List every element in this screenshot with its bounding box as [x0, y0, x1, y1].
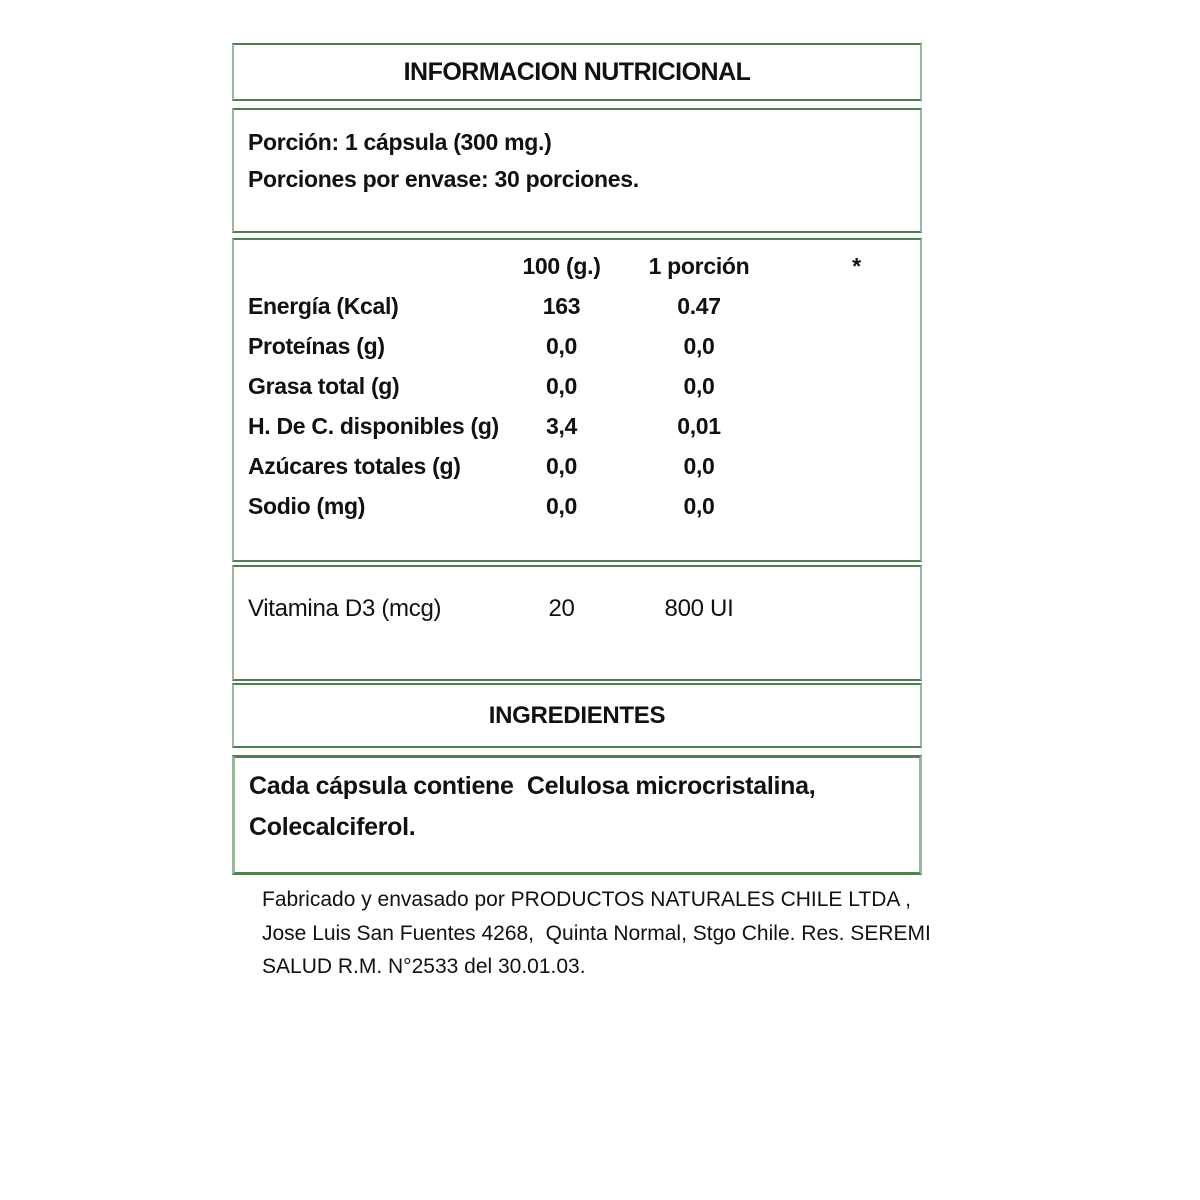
column-header-footnote-marker: * [852, 253, 861, 279]
table-header-row [234, 246, 920, 286]
nutrient-name: Sodio (mg) [248, 493, 366, 519]
manufacturer-line: Jose Luis San Fuentes 4268, Quinta Normal, Stgo Chile. Res. SEREMI [262, 921, 931, 945]
nutrient-footnote-cell [779, 366, 920, 406]
nutrient-name: Azúcares totales (g) [248, 453, 461, 479]
header-empty-cell [234, 246, 504, 286]
nutrient-footnote-cell [779, 286, 920, 326]
label-title: INFORMACION NUTRICIONAL [403, 57, 751, 86]
nutrient-per-portion: 0,0 [683, 493, 715, 519]
nutrient-footnote-cell [779, 326, 920, 366]
nutrient-per-portion: 0,0 [683, 373, 715, 399]
vitamin-per-100g: 20 [548, 595, 575, 622]
vitamin-name: Vitamina D3 (mcg) [248, 595, 442, 622]
nutrition-label [232, 0, 931, 1200]
nutrient-per-100g: 0,0 [545, 453, 578, 479]
vitamin-per-portion: 800 UI [664, 595, 734, 622]
nutrient-footnote-cell [779, 486, 920, 526]
ingredients-header-box [232, 683, 922, 748]
nutrient-footnote-cell [779, 406, 920, 446]
column-header-per-100g: 100 (g.) [522, 253, 601, 279]
nutrient-row [234, 326, 920, 366]
ingredients-header: INGREDIENTES [488, 701, 666, 729]
serving-size: Porción: 1 cápsula (300 mg.) [248, 129, 552, 155]
title-box [232, 43, 922, 101]
nutrient-per-portion: 0,0 [683, 333, 715, 359]
manufacturer-info [262, 883, 931, 984]
ingredients-content-box [232, 755, 922, 875]
vitamin-footnote-cell [779, 589, 920, 629]
nutrient-per-portion: 0.47 [677, 293, 721, 319]
nutrient-name: Grasa total (g) [248, 373, 400, 399]
nutrient-per-portion: 0,0 [683, 453, 715, 479]
nutrient-table-box [232, 238, 922, 562]
nutrient-footnote-cell [779, 446, 920, 486]
nutrient-per-100g: 0,0 [545, 493, 578, 519]
nutrient-per-100g: 3,4 [545, 413, 578, 439]
nutrient-name: Proteínas (g) [248, 333, 385, 359]
nutrient-per-100g: 163 [542, 293, 581, 319]
nutrient-per-portion: 0,01 [677, 413, 721, 439]
nutrient-per-100g: 0,0 [545, 333, 578, 359]
vitamin-box [232, 565, 922, 681]
nutrient-row [234, 446, 920, 486]
vitamin-row [234, 589, 920, 629]
ingredients-text-line: Colecalciferol. [249, 813, 416, 841]
nutrient-per-100g: 0,0 [545, 373, 578, 399]
ingredients-text-line: Cada cápsula contiene Celulosa microcristalina, [249, 772, 816, 800]
manufacturer-line: Fabricado y envasado por PRODUCTOS NATURALES CHILE LTDA , [262, 888, 911, 911]
nutrient-row [234, 406, 920, 446]
serving-box [232, 108, 922, 233]
column-header-per-portion: 1 porción [648, 253, 750, 279]
nutrient-name: H. De C. disponibles (g) [248, 413, 499, 439]
nutrient-rows [234, 286, 920, 526]
nutrient-row [234, 486, 920, 526]
manufacturer-line: SALUD R.M. N°2533 del 30.01.03. [262, 955, 586, 978]
servings-per-container: Porciones por envase: 30 porciones. [248, 166, 639, 192]
nutrient-row [234, 366, 920, 406]
nutrient-row [234, 286, 920, 326]
nutrient-name: Energía (Kcal) [248, 293, 399, 319]
